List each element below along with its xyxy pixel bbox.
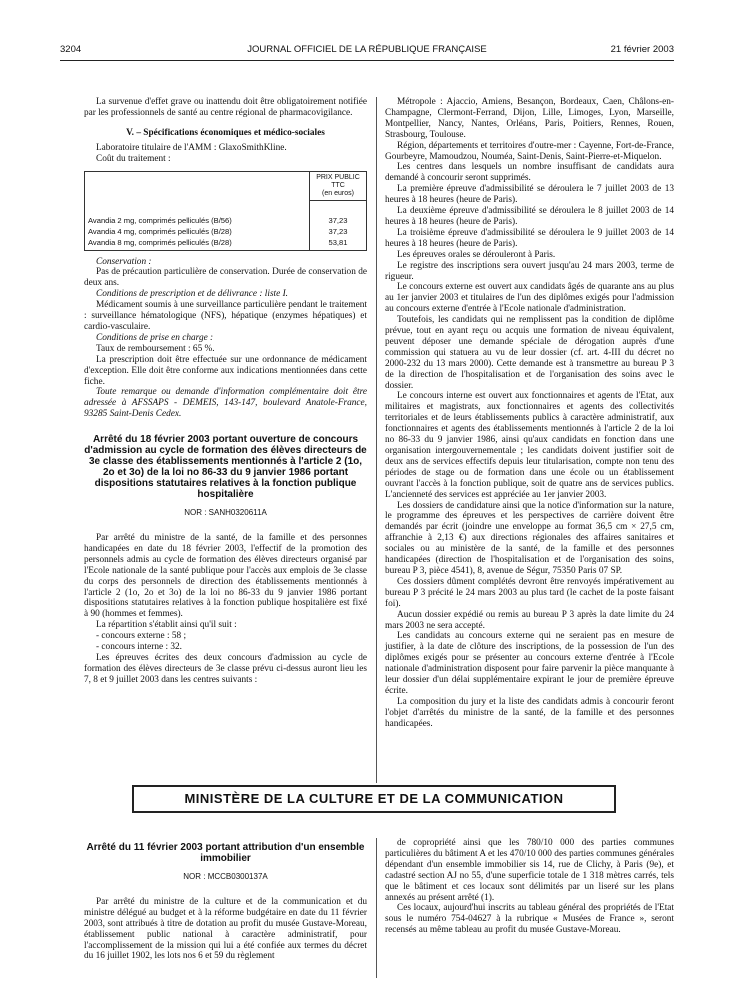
paragraph: Le concours externe est ouvert aux candidats âgés de quarante ans au plus au 1er janvier 2003 et titulaires de l'un des diplômes exigés pour l'admission au concours externe d'entrée à l'Ecole nationale d'administration. [385, 282, 674, 315]
paragraph: Par arrêté du ministre de la culture et de la communication et du ministre délégué au budget et à la réforme budgétaire en date du 11 février 2003, sont attribués à titre de dotation au profit du musée Gustave-Moreau, établissement public national à caractère administratif, pour l'accomplissement de la mission qui lui a été confiée aux termes du décret du 16 juillet 1902, les lots nos 6 et 59 du règlement [84, 896, 367, 962]
paragraph: La composition du jury et la liste des candidats admis à concourir feront l'objet d'arrêtés du ministre de la santé, de la famille et des personnes handicapées. [385, 696, 674, 729]
paragraph: Métropole : Ajaccio, Amiens, Besançon, Bordeaux, Caen, Châlons-en-Champagne, Clermont-Ferrand, Dijon, Lille, Limoges, Lyon, Marseille, Montpellier, Nancy, Nantes, Orléans, Paris, Poitiers, Rennes, Rouen, Strasbourg, Toulouse. [385, 97, 674, 140]
paragraph: Toutefois, les candidats qui ne remplissent pas la condition de diplôme prévue, tout en ayant reçu ou acquis une formation de niveau équivalent, peuvent déposer une demande spéciale de dérogation auprès d'une commission qui statuera au vu de leur dossier (cf. art. 4-III du décret no 2000-232 du 13 mars 2000). Cette demande est à transmettre au bureau P 3 de la direction de l'hospitalisation et de l'organisation des soins avec le dossier. [385, 315, 674, 391]
paragraph: La survenue d'effet grave ou inattendu doit être obligatoirement notifiée par les professionnels de santé au centre régional de pharmacovigilance. [84, 97, 367, 118]
paragraph: Toute remarque ou demande d'information complémentaire doit être adressée à AFSSAPS - DEMEIS, 143-147, boulevard Anatole-France, 93285 Saint-Denis Cedex. [84, 387, 367, 420]
subheading: Conservation : [96, 256, 152, 267]
right-column [385, 97, 674, 730]
paragraph: Ces locaux, aujourd'hui inscrits au tableau général des propriétés de l'Etat sous le numéro 754-04627 à la rubrique « Musées de France », seront recensés au même tableau au profit du musée Gustave-Moreau. [385, 903, 674, 936]
paragraph: La prescription doit être effectuée sur une ordonnance de médicament d'exception. Elle doit être conforme aux indications mentionnées dans cette fiche. [84, 354, 367, 387]
price-table [84, 171, 367, 251]
list-item: - concours interne : 32. [96, 642, 182, 653]
ministry-banner: MINISTÈRE DE LA CULTURE ET DE LA COMMUNICATION [132, 785, 616, 813]
subheading: Conditions de prise en charge : [96, 332, 214, 343]
price-column-header [310, 171, 367, 200]
paragraph: La première épreuve d'admissibilité se déroulera le 7 juillet 2003 de 13 heures à 18 heures (heure de Paris). [385, 184, 674, 206]
left-column [84, 97, 367, 686]
paragraph: Laboratoire titulaire de l'AMM : GlaxoSmithKline. [96, 142, 287, 153]
table-row-prices [310, 200, 367, 250]
decree-title: Arrêté du 11 février 2003 portant attribution d'un ensemble immobilier [86, 842, 365, 864]
column-divider [376, 97, 377, 783]
table-row-labels [85, 200, 310, 250]
paragraph: Région, départements et territoires d'outre-mer : Cayenne, Fort-de-France, Gourbeyre, Mamoudzou, Nouméa, Saint-Denis, Saint-Pierre-et-Miquelon. [385, 140, 674, 162]
table-cell-price: 37,23 [328, 226, 348, 236]
paragraph: Pas de précaution particulière de conservation. Durée de conservation de deux ans. [84, 267, 367, 289]
section-heading: V. – Spécifications économiques et médico-sociales [126, 127, 325, 138]
table-cell-price: 53,81 [328, 237, 348, 247]
nor-reference: NOR : SANH0320611A [184, 508, 267, 518]
paragraph: La deuxième épreuve d'admissibilité se déroulera le 8 juillet 2003 de 14 heures à 18 heures (heure de Paris). [385, 206, 674, 227]
nor-reference: NOR : MCCB0300137A [183, 872, 268, 881]
paragraph: de copropriété ainsi que les 780/10 000 des parties communes particulières du bâtiment A et les 470/10 000 des parties communes générales dépendant d'un ensemble immobilier sis 14, rue de Clichy, à Paris (9e), et cadastré section AJ no 55, d'une superficie totale de 1 318 mètres carrés, tels que le bâtiment et ces locaux sont délimités par un liseré sur les plans annexés au présent arrêté (1). [385, 838, 674, 903]
bottom-left-column [84, 838, 367, 962]
decree-title: Arrêté du 18 février 2003 portant ouverture de concours d'admission au cycle de formation des élèves directeurs de 3e classe des établissements mentionnés à l'article 2 (1o, 2o et 3o) de la loi no 86-33 du 9 janvier 1986 portant dispositions statutaires relatives à la fonction publique hospitalière [84, 434, 367, 501]
paragraph: Aucun dossier expédié ou remis au bureau P 3 après la date limite du 24 mars 2003 ne sera accepté. [385, 609, 674, 631]
paragraph: La répartition s'établit ainsi qu'il suit : [96, 620, 237, 631]
list-item: - concours externe : 58 ; [96, 631, 187, 642]
paragraph: La troisième épreuve d'admissibilité se déroulera le 9 juillet 2003 de 14 heures à 18 heures (heure de Paris). [385, 227, 674, 249]
table-row-label: Avandia 2 mg, comprimés pelliculés (B/56) [88, 215, 232, 225]
page-header [60, 44, 674, 58]
paragraph: Les dossiers de candidature ainsi que la notice d'information sur la nature, le programme des épreuves et les perspectives de carrière doivent être demandés par écrit (joindre une enveloppe au format 36,5 cm × 27,5 cm, affranchie à 2,13 €) aux directions régionales des affaires sanitaires et sociales ou au ministère de la santé, de la famille et des personnes handicapées (direction de l'hospitalisation et de l'organisation des soins, bureau P 3, pièce 4541), 8, avenue de Ségur, 75350 Paris 07 SP. [385, 500, 674, 576]
issue-date: 21 février 2003 [610, 44, 674, 55]
journal-title: JOURNAL OFFICIEL DE LA RÉPUBLIQUE FRANÇAISE [247, 44, 487, 55]
paragraph: Le concours interne est ouvert aux fonctionnaires et agents de l'Etat, aux militaires et magistrats, aux fonctionnaires et agents des collectivités territoriales et de leurs établissements publics à caractère administratif, aux fonctionnaires et agents des établissements mentionnés à l'article 2 de la loi no 86-33 du 9 janvier 1986, ainsi qu'aux candidats en fonction dans une organisation intergouvernementale ; les candidats doivent justifier soit de deux ans de services effectifs depuis leur titularisation, compte non tenu des périodes de stage ou de formation dans une école ou un établissement ouvrant l'accès à la fonction publique, soit de quatre ans de services publics. L'ancienneté des services est appréciée au 1er janvier 2003. [385, 391, 674, 500]
paragraph: Taux de remboursement : 65 %. [96, 343, 215, 354]
paragraph: Le registre des inscriptions sera ouvert jusqu'au 24 mars 2003, terme de rigueur. [385, 260, 674, 282]
paragraph: Par arrêté du ministre de la santé, de la famille et des personnes handicapées en date du 18 février 2003, l'effectif de la promotion des personnels admis au cycle de formation des élèves directeurs organisé par l'Ecole nationale de la santé publique pour l'accès aux emplois de 3e classe du corps des personnels de direction des établissements mentionnés à l'article 2 (1o, 2o et 3o) de la loi no 86-33 du 9 janvier 1986 portant dispositions statutaires relatives à la fonction publique hospitalière est fixé à 90 (hommes et femmes). [84, 533, 367, 620]
header-line: (en euros) [322, 189, 354, 197]
paragraph: Les épreuves orales se dérouleront à Paris. [397, 249, 556, 260]
paragraph: Médicament soumis à une surveillance particulière pendant le traitement : surveillance hématologique (NFS), hépatique (enzymes hépatiques) et cardio-vasculaire. [84, 300, 367, 332]
header-line: PRIX PUBLIC [316, 173, 360, 181]
bottom-right-column [385, 838, 674, 936]
header-rule [60, 60, 674, 61]
paragraph: Ces dossiers dûment complétés devront être renvoyés impérativement au bureau P 3 précité le 24 mars 2003 au plus tard (le cachet de la poste faisant foi). [385, 576, 674, 609]
paragraph: Les candidats au concours externe qui ne seraient pas en mesure de justifier, à la date de clôture des inscriptions, de la possession de l'un des diplômes exigés pour se présenter au concours externe d'entrée à l'Ecole nationale d'administration disposent pour faire parvenir la pièce manquante à leur dossier d'un délai supplémentaire expirant le jour de première épreuve écrite. [385, 631, 674, 696]
paragraph: Coût du traitement : [96, 153, 171, 164]
paragraph: Les centres dans lesquels un nombre insuffisant de candidats aura demandé à concourir seront supprimés. [385, 162, 674, 184]
table-row-label: Avandia 4 mg, comprimés pelliculés (B/28) [88, 226, 232, 236]
table-row-label: Avandia 8 mg, comprimés pelliculés (B/28) [88, 237, 232, 247]
subheading: Conditions de prescription et de délivrance : liste I. [96, 289, 289, 300]
table-cell-price: 37,23 [328, 215, 348, 225]
column-divider [376, 838, 377, 978]
paragraph: Les épreuves écrites des deux concours d'admission au cycle de formation des élèves directeurs de 3e classe prévu ci-dessus auront lieu les 7, 8 et 9 juillet 2003 dans les centres suivants : [84, 653, 367, 685]
header-line: TTC [331, 181, 345, 189]
page-number: 3204 [60, 44, 82, 55]
